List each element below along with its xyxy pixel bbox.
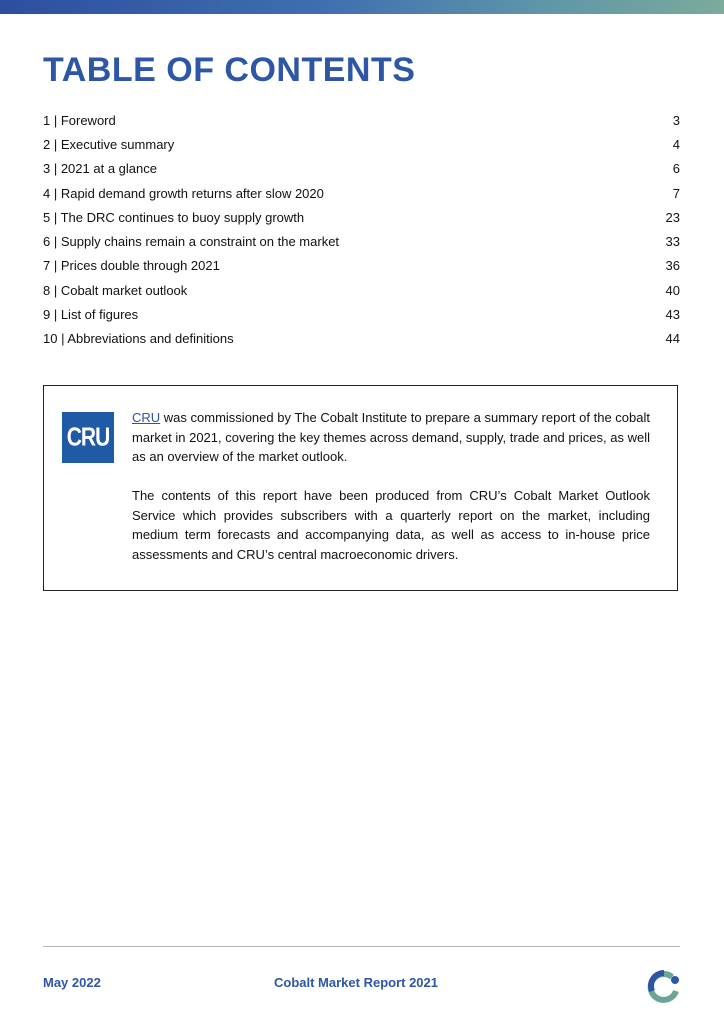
toc-entry[interactable] <box>43 254 680 278</box>
toc-entry[interactable] <box>43 157 680 181</box>
top-gradient-bar <box>0 0 724 14</box>
toc-entry-label: 4 | Rapid demand growth returns after slow 2020 <box>43 185 324 201</box>
toc-entry-label: 5 | The DRC continues to buoy supply growth <box>43 209 305 225</box>
toc-entry-page: 40 <box>665 282 680 298</box>
cobalt-institute-logo-icon <box>645 967 683 1005</box>
toc-entry[interactable] <box>43 205 680 229</box>
info-text <box>132 408 650 584</box>
info-paragraph-2: The contents of this report have been produced from CRU’s Cobalt Market Outlook Service which provides subscribers with a quarterly report on the market, including medium term forecasts and accompanying data, as well as access to in-house price assessments and CRU’s central macroeconomic drivers. <box>132 488 650 562</box>
table-of-contents <box>43 108 680 351</box>
toc-entry-page: 3 <box>672 112 680 128</box>
toc-entry[interactable] <box>43 132 680 156</box>
toc-entry-page: 6 <box>672 161 680 177</box>
toc-entry-label: 10 | Abbreviations and definitions <box>43 331 234 347</box>
toc-entry-label: 7 | Prices double through 2021 <box>43 258 220 274</box>
info-paragraph-1-text: was commissioned by The Cobalt Institute to prepare a summary report of the cobalt market in 2021, covering the key themes across demand, supply, trade and prices, as well as an overview of the market outlook. <box>132 410 650 464</box>
info-box <box>43 385 678 591</box>
toc-entry[interactable] <box>43 327 680 351</box>
cru-logo-text: CRU <box>66 422 110 452</box>
toc-entry-label: 8 | Cobalt market outlook <box>43 282 188 298</box>
toc-entry-page: 4 <box>672 136 680 152</box>
toc-entry-label: 6 | Supply chains remain a constraint on the market <box>43 234 340 250</box>
toc-entry-page: 36 <box>665 258 680 274</box>
toc-entry[interactable] <box>43 278 680 302</box>
footer-report-title: Cobalt Market Report 2021 <box>274 975 438 990</box>
toc-entry-label: 3 | 2021 at a glance <box>43 161 157 177</box>
toc-entry-page: 44 <box>665 331 680 347</box>
toc-entry-page: 23 <box>665 209 680 225</box>
info-paragraph-1 <box>132 408 650 467</box>
toc-entry-page: 43 <box>665 307 680 323</box>
toc-entry[interactable] <box>43 181 680 205</box>
toc-entry-label: 9 | List of figures <box>43 307 139 323</box>
footer-date: May 2022 <box>43 975 101 990</box>
page-title: TABLE OF CONTENTS <box>43 51 416 89</box>
toc-entry-page: 33 <box>665 234 680 250</box>
toc-entry[interactable] <box>43 229 680 253</box>
cru-logo <box>62 412 114 463</box>
toc-entry-label: 2 | Executive summary <box>43 136 175 152</box>
toc-entry-page: 7 <box>672 185 680 201</box>
toc-entry[interactable] <box>43 108 680 132</box>
footer-divider <box>43 946 680 947</box>
cru-link[interactable]: CRU <box>132 410 161 425</box>
toc-entry[interactable] <box>43 302 680 326</box>
toc-entry-label: 1 | Foreword <box>43 112 116 128</box>
